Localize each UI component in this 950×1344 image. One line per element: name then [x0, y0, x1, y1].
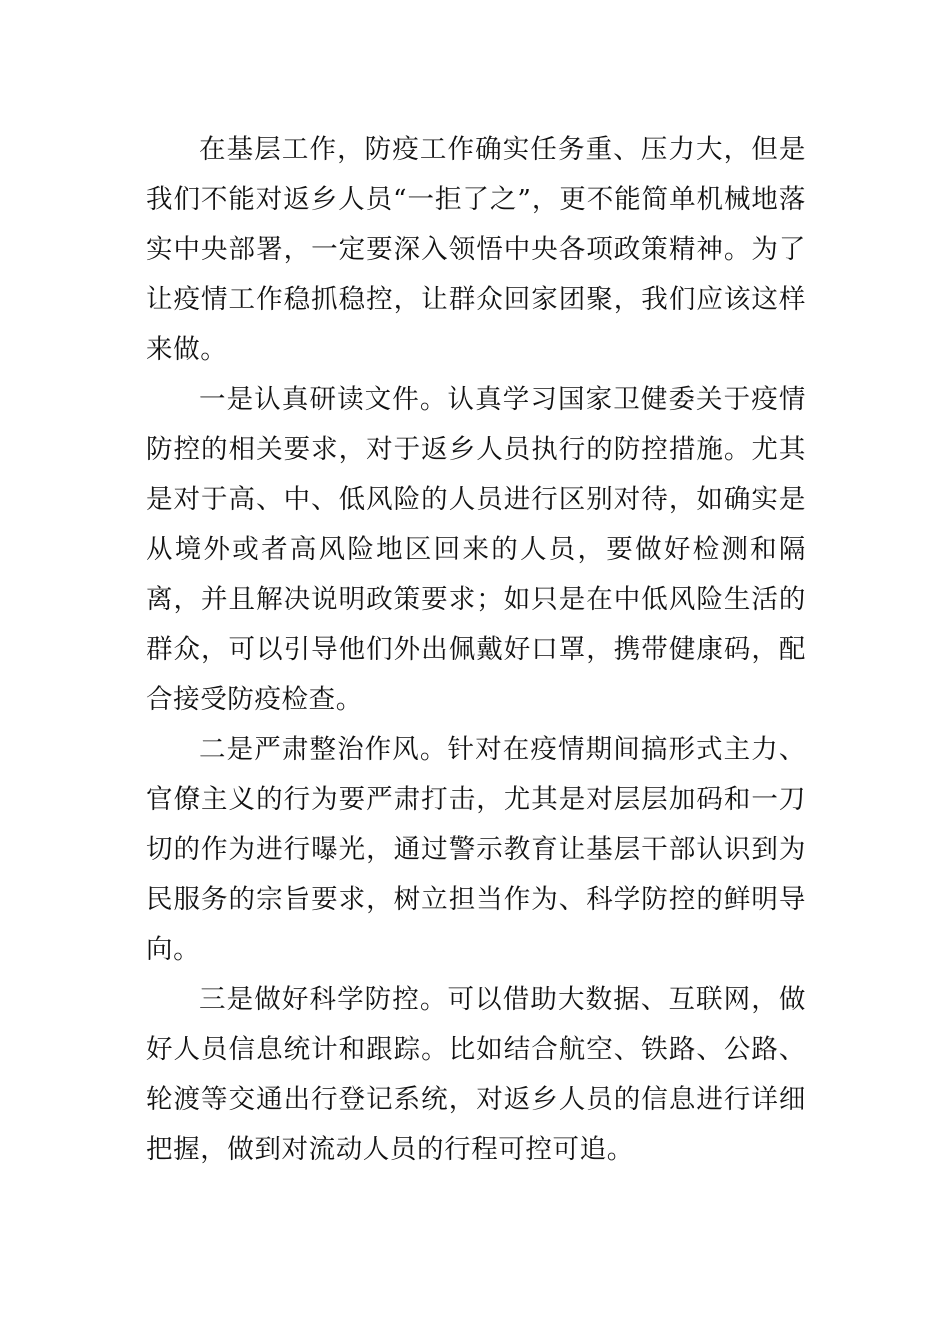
document-body	[146, 125, 806, 1175]
paragraph-point-three: 三是做好科学防控。可以借助大数据、互联网，做好人员信息统计和跟踪。比如结合航空、铁路、公路、轮渡等交通出行登记系统，对返乡人员的信息进行详细把握，做到对流动人员的行程可控可追。	[146, 984, 806, 1165]
paragraph-point-two: 二是严肃整治作风。针对在疫情期间搞形式主力、官僚主义的行为要严肃打击，尤其是对层层加码和一刀切的作为进行曝光，通过警示教育让基层干部认识到为民服务的宗旨要求，树立担当作为、科学防控的鲜明导向。	[146, 734, 806, 965]
paragraph-intro: 在基层工作，防疫工作确实任务重、压力大，但是我们不能对返乡人员“一拒了之”，更不能简单机械地落实中央部署，一定要深入领悟中央各项政策精神。为了让疫情工作稳抓稳控，让群众回家团聚，我们应该这样来做。	[146, 134, 806, 365]
paragraph-point-one: 一是认真研读文件。认真学习国家卫健委关于疫情防控的相关要求，对于返乡人员执行的防控措施。尤其是对于高、中、低风险的人员进行区别对待，如确实是从境外或者高风险地区回来的人员，要做好检测和隔离，并且解决说明政策要求；如只是在中低风险生活的群众，可以引导他们外出佩戴好口罩，携带健康码，配合接受防疫检查。	[146, 384, 806, 715]
